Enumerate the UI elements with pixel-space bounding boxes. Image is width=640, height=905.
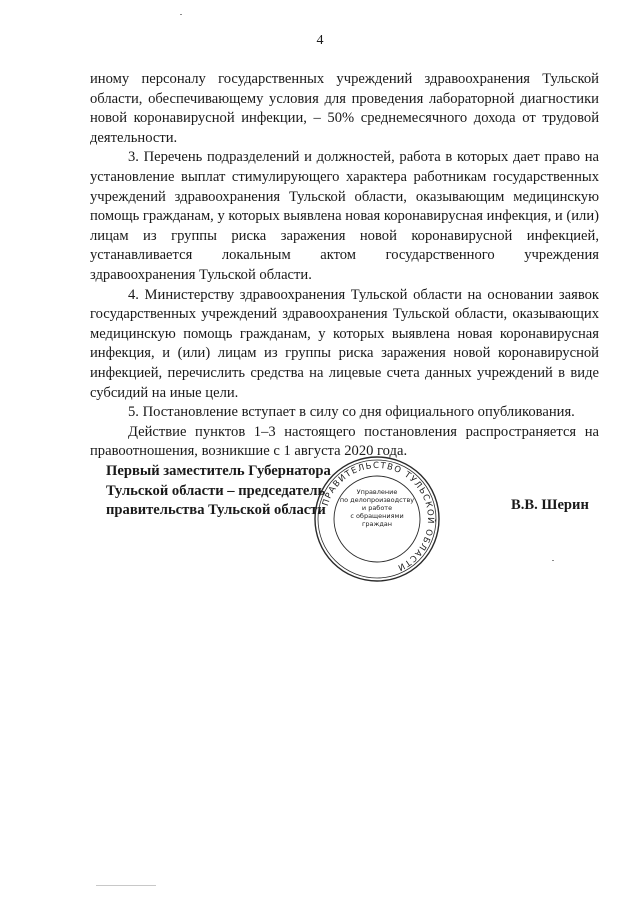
paragraph: 4. Министерству здравоохранения Тульской области на основании заявок государственных учреждений здравоохранения Тульской области, оказывающих медицинскую помощь гражданам, у которых выявлена новая коронавирусная инфекция, и (или) лицам из группы риска заражения новой коронавирусной инфекцией, перечислить средства на лицевые счета данных учреждений в виде субсидий на иные цели. [90, 286, 599, 401]
seal-inner-text: Управление по делопроизводству и работе с обращениями граждан [339, 488, 415, 528]
paragraph: 3. Перечень подразделений и должностей, работа в которых дает право на установление выплат стимулирующего характера работникам государственных учреждений здравоохранения Тульской области, оказывающим медицинскую помощь гражданам, у которых выявлена новая коронавирусная инфекция, и (или) лицам из группы риска заражения новой коронавирусной инфекцией, устанавливается локальным актом государственного учреждения здравоохранения Тульской области. [90, 149, 599, 283]
signer-title-line: правительства Тульской области [106, 502, 326, 518]
document-body [90, 70, 599, 462]
paragraph: Действие пунктов 1–3 настоящего постановления распространяется на правоотношения, возникшие с 1 августа 2020 года. [90, 423, 599, 460]
seal-ring-text: ПРАВИТЕЛЬСТВО ТУЛЬСКОЙ ОБЛАСТИ [320, 460, 436, 573]
signer-title-line: Первый заместитель Губернатора [106, 463, 331, 479]
scan-artifact [552, 560, 554, 561]
signer-title-line: Тульской области – председатель [106, 482, 326, 499]
paragraph: 5. Постановление вступает в силу со дня официального опубликования. [128, 404, 575, 421]
signature-block [106, 462, 331, 521]
page-number: 4 [316, 33, 324, 48]
signer-name: В.В. Шерин [511, 497, 589, 513]
paragraph: иному персоналу государственных учреждений здравоохранения Тульской области, обеспечивающему условия для проведения лабораторной диагностики новой коронавирусной инфекции, – 50% среднемесячного дохода от трудовой деятельности. [90, 71, 599, 146]
scan-artifact [180, 14, 182, 15]
scan-artifact [96, 885, 156, 886]
